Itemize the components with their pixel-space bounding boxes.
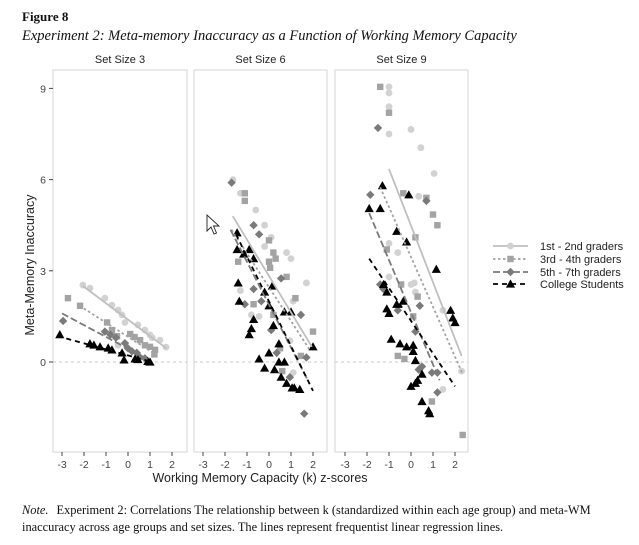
square-marker	[401, 356, 407, 362]
circle-marker	[386, 103, 393, 110]
diamond-marker	[506, 268, 514, 276]
figure-note	[22, 502, 632, 536]
legend-label: 3rd - 4th graders	[540, 254, 622, 266]
x-tick-label: 0	[266, 459, 272, 471]
circle-marker	[386, 273, 393, 280]
square-marker	[292, 295, 298, 301]
circle-marker	[386, 90, 393, 97]
square-marker	[250, 301, 256, 307]
square-marker	[430, 211, 436, 217]
square-marker	[131, 334, 137, 340]
x-tick-label: -1	[242, 459, 252, 471]
circle-marker	[288, 255, 295, 262]
legend-item	[493, 241, 624, 253]
circle-marker	[507, 243, 514, 250]
y-tick-label: 0	[40, 357, 46, 369]
square-marker	[270, 249, 276, 255]
y-axis-label: Meta-Memory Inaccuracy	[23, 194, 37, 336]
square-marker	[429, 398, 435, 404]
x-tick-label: -2	[220, 459, 230, 471]
panel-3	[335, 54, 468, 471]
panel-label: Set Size 6	[235, 54, 286, 66]
circle-marker	[394, 249, 401, 256]
circle-marker	[418, 144, 425, 151]
circle-marker	[431, 170, 438, 177]
square-marker	[414, 293, 420, 299]
square-marker	[242, 190, 248, 196]
square-marker	[395, 353, 401, 359]
x-tick-label: -3	[340, 459, 350, 471]
square-marker	[65, 295, 71, 301]
x-tick-label: -2	[79, 459, 89, 471]
x-tick-label: -1	[384, 459, 394, 471]
x-tick-label: 1	[288, 459, 294, 471]
square-marker	[272, 255, 278, 261]
x-tick-label: -3	[198, 459, 208, 471]
square-marker	[310, 328, 316, 334]
square-marker	[266, 237, 272, 243]
legend-item	[493, 254, 622, 266]
circle-marker	[386, 131, 393, 138]
legend-label: 1st - 2nd graders	[540, 241, 624, 253]
panel-frame	[53, 70, 187, 452]
circle-marker	[261, 243, 268, 250]
panel-1	[53, 54, 187, 471]
panel-label: Set Size 9	[376, 54, 427, 66]
y-tick-label: 9	[40, 83, 46, 96]
x-tick-label: 0	[408, 459, 414, 471]
legend-item	[493, 279, 624, 291]
square-marker	[267, 265, 273, 271]
x-tick-label: -2	[362, 459, 372, 471]
x-tick-label: -3	[57, 459, 67, 471]
legend-label: 5th - 7th graders	[540, 267, 621, 279]
circle-marker	[252, 207, 259, 214]
y-tick-label: 6	[40, 174, 46, 187]
circle-marker	[283, 249, 290, 256]
circle-marker	[415, 193, 422, 200]
x-tick-label: -1	[101, 459, 111, 471]
circle-marker	[386, 83, 393, 90]
square-marker	[507, 256, 513, 262]
square-marker	[242, 198, 248, 204]
x-tick-label: 1	[430, 459, 436, 471]
x-tick-label: 1	[147, 459, 153, 471]
y-tick-label: 3	[40, 265, 46, 278]
square-marker	[377, 84, 383, 90]
x-tick-label: 2	[452, 459, 458, 471]
square-marker	[235, 258, 241, 264]
square-marker	[400, 190, 406, 196]
legend-item	[493, 267, 621, 279]
circle-marker	[408, 126, 415, 133]
circle-marker	[303, 280, 310, 287]
legend	[493, 241, 624, 291]
panel-2	[194, 54, 327, 471]
square-marker	[386, 110, 392, 116]
panel-frame	[335, 70, 468, 452]
figure-label: Figure 8	[22, 9, 69, 24]
note-lead: Note.	[22, 503, 49, 517]
circle-marker	[411, 280, 418, 287]
circle-marker	[256, 313, 263, 320]
square-marker	[434, 222, 440, 228]
note-text: Experiment 2: Correlations The relationship between k (standardized within each age group) and meta-WM inaccuracy across age groups and set sizes. The lines represent frequentist linear regression lines.	[22, 503, 591, 534]
square-marker	[279, 368, 285, 374]
square-marker	[460, 432, 466, 438]
x-tick-label: 0	[125, 459, 131, 471]
figure-title: Experiment 2: Meta-memory Inaccuracy as a Function of Working Memory Capacity	[22, 28, 517, 44]
x-axis-label: Working Memory Capacity (k) z-scores	[152, 471, 368, 485]
circle-marker	[386, 240, 393, 247]
circle-marker	[261, 222, 268, 229]
square-marker	[266, 258, 272, 264]
panel-label: Set Size 3	[94, 54, 146, 66]
x-tick-label: 2	[310, 459, 316, 471]
x-tick-label: 2	[169, 459, 175, 471]
legend-label: College Students	[540, 279, 624, 291]
circle-marker	[237, 287, 244, 294]
